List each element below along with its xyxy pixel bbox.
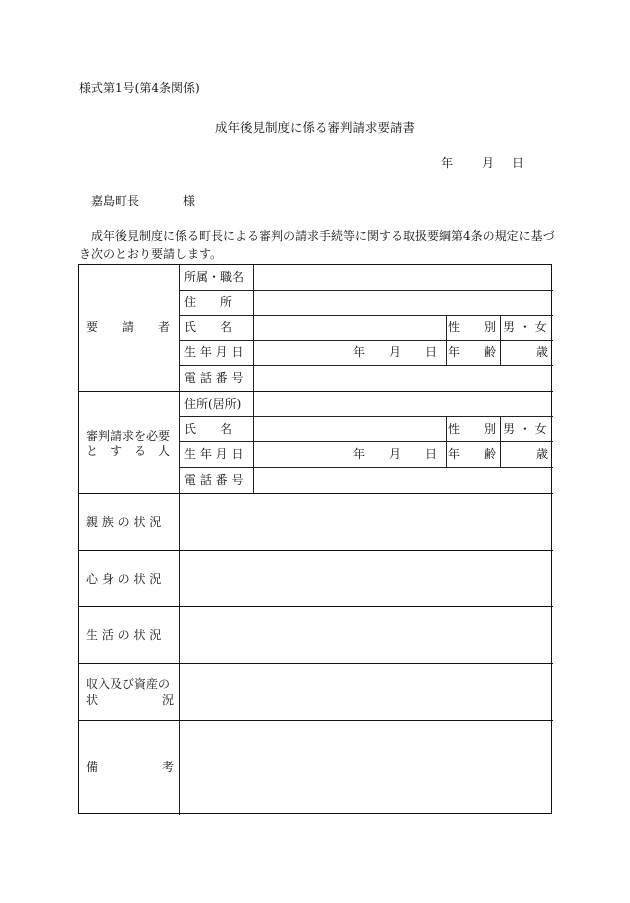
section-divider xyxy=(79,663,553,664)
subject-age-label: 年 齢 xyxy=(448,447,497,461)
requester-phone-label: 電 話 番 号 xyxy=(184,371,244,385)
requester-age-unit: 歳 xyxy=(536,345,549,359)
requester-birth-year: 年 xyxy=(353,345,366,359)
subject-name-label: 氏 名 xyxy=(184,422,233,436)
document-title: 成年後見制度に係る審判請求要請書 xyxy=(214,120,415,135)
row-divider xyxy=(179,315,553,316)
subject-sex-options: 男 ・ 女 xyxy=(503,422,547,436)
requester-birth-day: 日 xyxy=(425,345,438,359)
requester-section-label: 要 請 者 xyxy=(86,320,171,334)
date-month-label: 月 xyxy=(482,156,495,170)
request-form-table xyxy=(78,264,552,814)
relatives-status-label: 親 族 の 状 況 xyxy=(86,515,162,529)
addressee: 嘉島町長 xyxy=(91,194,140,208)
section-divider xyxy=(79,391,553,392)
requester-age-label: 年 齢 xyxy=(448,345,497,359)
remarks-label-start: 備 xyxy=(86,760,99,774)
section-divider xyxy=(79,606,553,607)
subject-birth-year: 年 xyxy=(353,447,366,461)
section-divider xyxy=(79,720,553,721)
requester-sex-label: 性 別 xyxy=(448,320,497,334)
form-number: 様式第1号(第4条関係) xyxy=(79,81,200,95)
row-divider xyxy=(179,467,553,468)
section-divider xyxy=(79,493,553,494)
row-divider xyxy=(179,290,553,291)
row-divider xyxy=(179,441,553,442)
requester-birth-month: 月 xyxy=(389,345,402,359)
row-divider xyxy=(179,416,553,417)
label-column-divider xyxy=(179,265,180,815)
living-status-label: 生 活 の 状 況 xyxy=(86,628,162,642)
subject-birth-month: 月 xyxy=(389,447,402,461)
intro-text-line-2: き次のとおり要請します。 xyxy=(79,247,223,261)
date-day-label: 日 xyxy=(512,156,525,170)
income-assets-label-line-2-end: 況 xyxy=(162,693,175,707)
row-divider xyxy=(179,365,553,366)
subject-birth-day: 日 xyxy=(425,447,438,461)
subject-age-unit: 歳 xyxy=(536,447,549,461)
mental-physical-status-label: 心 身 の 状 況 xyxy=(86,572,162,586)
date-year-label: 年 xyxy=(441,156,454,170)
requester-sex-options: 男 ・ 女 xyxy=(503,320,547,334)
field-label-column-divider xyxy=(253,265,254,493)
requester-name-label: 氏 名 xyxy=(184,320,233,334)
income-assets-label-line-2-start: 状 xyxy=(86,693,99,707)
subject-birthdate-label: 生 年 月 日 xyxy=(184,447,244,461)
subject-section-label-line-1: 審判請求を必要 xyxy=(86,429,171,443)
requester-birthdate-label: 生 年 月 日 xyxy=(184,345,244,359)
income-assets-label-line-1: 収入及び資産の xyxy=(86,677,171,691)
subject-address-label: 住所(居所) xyxy=(184,397,242,411)
affiliation-label: 所属・職名 xyxy=(184,270,245,284)
subject-sex-label: 性 別 xyxy=(448,422,497,436)
requester-address-label: 住 所 xyxy=(184,295,233,309)
addressee-honorific: 様 xyxy=(183,194,196,208)
row-divider xyxy=(179,340,553,341)
remarks-label-end: 考 xyxy=(162,760,175,774)
section-divider xyxy=(79,550,553,551)
subject-phone-label: 電 話 番 号 xyxy=(184,473,244,487)
subject-section-label-line-2: と す る 人 xyxy=(86,444,171,458)
intro-text-line-1: 成年後見制度に係る町長による審判の請求手続等に関する取扱要綱第4条の規定に基づ xyxy=(91,229,555,243)
